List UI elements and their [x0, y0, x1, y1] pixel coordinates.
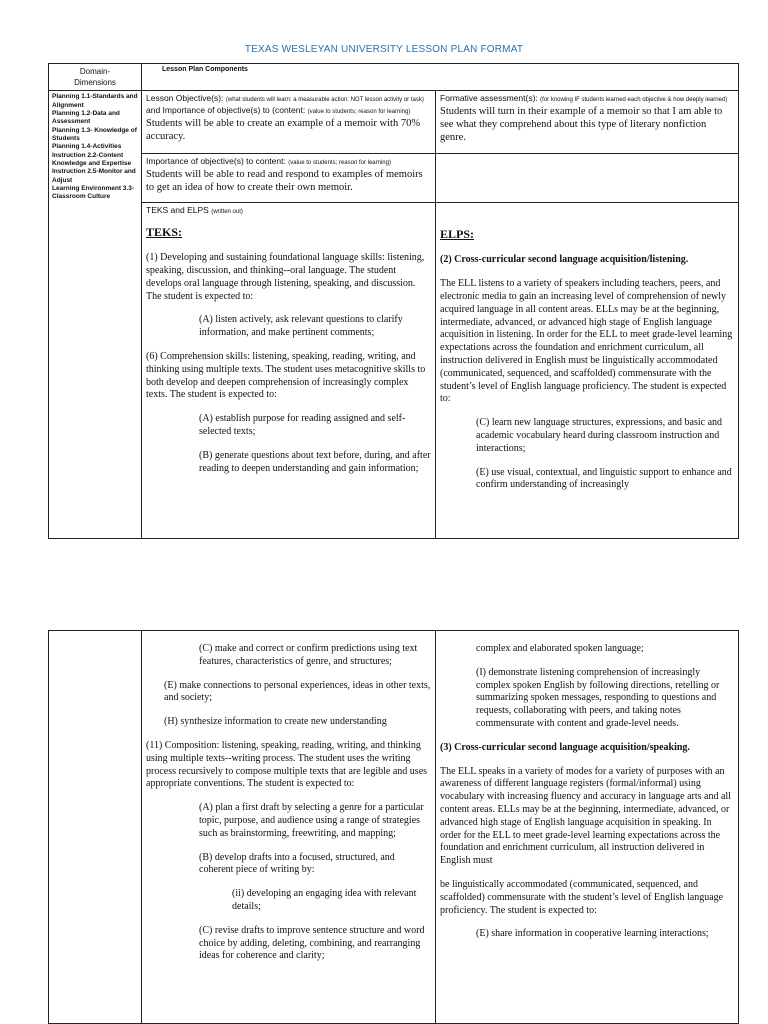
elps-3-heading: (3) Cross-curricular second language acquisition/speaking.: [440, 741, 690, 753]
teks-cell: [142, 203, 436, 539]
elps-3e: (E) share information in cooperative learning interactions;: [476, 928, 709, 940]
elps-2e: (E) use visual, contextual, and linguistic support to enhance and confirm understanding of increasingly: [476, 466, 732, 491]
teks-11b: (B) develop drafts into a focused, structured, and coherent piece of writing by:: [199, 851, 395, 876]
domain-item: Planning 1.2-Data and Assessment: [52, 110, 120, 126]
domain-list-cell: [49, 91, 142, 539]
domain-item: Learning Environment 3.3- Classroom Culture: [52, 184, 134, 201]
teks-11a: (A) plan a first draft by selecting a genre for a particular topic, purpose, and audience using a range of strategies such as brainstorming, freewriting, and mapping;: [199, 802, 424, 839]
teks-11: (11) Composition: listening, speaking, reading, writing, and thinking using multiple texts--writing process. The student uses the writing process recursively to compose multiple texts that are legible and uses appropriate conventions. The student is expected to:: [146, 739, 428, 790]
domain-item: Planning 1.4-Activities: [52, 143, 122, 151]
teks-11b-ii: (ii) developing an engaging idea with relevant details;: [232, 888, 417, 912]
elps-2e-continued: complex and elaborated spoken language;: [476, 643, 644, 654]
document-title: TEXAS WESLEYAN UNIVERSITY LESSON PLAN FORMAT: [244, 44, 524, 55]
elps-3-continued: be linguistically accommodated (communicated, sequenced, and scaffolded) commensurate with the student’s level of English language proficiency. The student is expected to:: [440, 878, 724, 916]
elps-cell: [436, 203, 739, 539]
domain-item: Instruction 2.5-Monitor and Adjust: [52, 168, 136, 184]
elps-2-heading: (2) Cross-curricular second language acquisition/listening.: [440, 254, 689, 266]
lesson-objective-label: Lesson Objective(s): (what students will learn: a measurable action: NOT lesson activity or task) and Importance of objective(s) to (content: (value to students; reason for learning): [146, 93, 424, 116]
formative-assessment-text: Students will turn in their example of a memoir so that I am able to see what they comprehend about this type of literary nonfiction genre.: [440, 106, 723, 144]
empty-cell: [436, 154, 739, 203]
elps-2c: (C) learn new language structures, expressions, and basic and academic vocabulary heard during classroom instruction and interactions;: [476, 417, 723, 454]
lesson-plan-table-page-1: [48, 63, 739, 539]
importance-text: Students will be able to read and respond to examples of memoirs to get an idea of how to create their own memoir.: [146, 169, 423, 194]
elps-3: The ELL speaks in a variety of modes for a variety of purposes with an awareness of different language registers (formal/informal) using vocabulary with increasing fluency and accuracy in language arts and all content areas. ELLs may be at the beginning, intermediate, advanced, or advanced high stage of English language acquisition in speaking. In order for the ELL to meet grade-level learning expectations across the foundation and enrichment curriculum, all instruction delivered in English must: [440, 765, 731, 867]
teks-6h: (H) synthesize information to create new understanding: [164, 716, 387, 728]
teks-6a: (A) establish purpose for reading assigned and self-selected texts;: [199, 413, 406, 437]
domain-item: Planning 1.1-Standards and Alignment: [52, 93, 138, 109]
elps-continued-cell: [436, 631, 739, 1024]
lesson-plan-table-page-2: [48, 630, 739, 1024]
teks-6: (6) Comprehension skills: listening, speaking, reading, writing, and thinking using multiple texts. The student uses metacognitive skills to both develop and deepen comprehension of increasingly complex texts. The student is expected to:: [146, 350, 426, 401]
domain-list: [52, 93, 138, 201]
teks-elps-label: TEKS and ELPS (written out): [146, 205, 243, 216]
teks-continued-cell: [142, 631, 436, 1024]
teks-heading: TEKS:: [146, 225, 183, 240]
domain-dimensions-header: Domain- Dimensions: [49, 64, 142, 91]
domain-item: Instruction 2.2-Content Knowledge and Expertise: [52, 151, 132, 167]
teks-6b: (B) generate questions about text before, during, and after reading to deepen understanding and gain information;: [199, 449, 431, 474]
formative-assessment-label: Formative assessment(s): (for knowing IF students learned each objective & how deeply learned): [440, 93, 728, 104]
lesson-objective-cell: [142, 91, 436, 154]
teks-6e: (E) make connections to personal experiences, ideas in other texts, and society;: [164, 679, 431, 704]
domain-empty-cell: [49, 631, 142, 1024]
domain-item: Planning 1.3- Knowledge of Students: [52, 126, 137, 142]
formative-assessment-cell: [436, 91, 739, 154]
teks-1: (1) Developing and sustaining foundational language skills: listening, speaking, discussion, and thinking--oral language. The student develops oral language through listening, speaking, and discussion. The student is expected to:: [146, 252, 425, 302]
elps-2i: (I) demonstrate listening comprehension of increasingly complex spoken English by following directions, retelling or summarizing spoken messages, responding to questions and requests, collaborating with peers, and taking notes commensurate with content and grade-level needs.: [476, 666, 720, 729]
elps-2: The ELL listens to a variety of speakers including teachers, peers, and electronic media to gain an increasing level of comprehension of newly acquired language in all content areas. ELLs may be at the beginning, intermediate, advanced, or advanced high stage of English language acquisition in listening. In order for the ELL to meet grade-level learning expectations across the foundation and enrichment curriculum, all instruction delivered in English must be linguistically accommodated (communicated, sequenced, and scaffolded) commensurate with the student’s level of English language proficiency. The student is expected to:: [440, 278, 733, 405]
lesson-plan-components-header: Lesson Plan Components: [142, 64, 739, 91]
teks-6c: (C) make and correct or confirm predictions using text features, characteristics of genre, and structures;: [199, 643, 418, 667]
importance-label: Importance of objective(s) to content: (value to students; reason for learning): [146, 156, 391, 167]
elps-heading: ELPS:: [440, 227, 475, 242]
lesson-objective-text: Students will be able to create an example of a memoir with 70% accuracy.: [146, 117, 421, 143]
teks-11c: (C) revise drafts to improve sentence structure and word choice by adding, deleting, combining, and rearranging ideas for coherence and clarity;: [199, 924, 425, 962]
teks-1a: (A) listen actively, ask relevant questions to clarify information, and make pertinent comments;: [199, 314, 403, 339]
importance-cell: [142, 154, 436, 203]
